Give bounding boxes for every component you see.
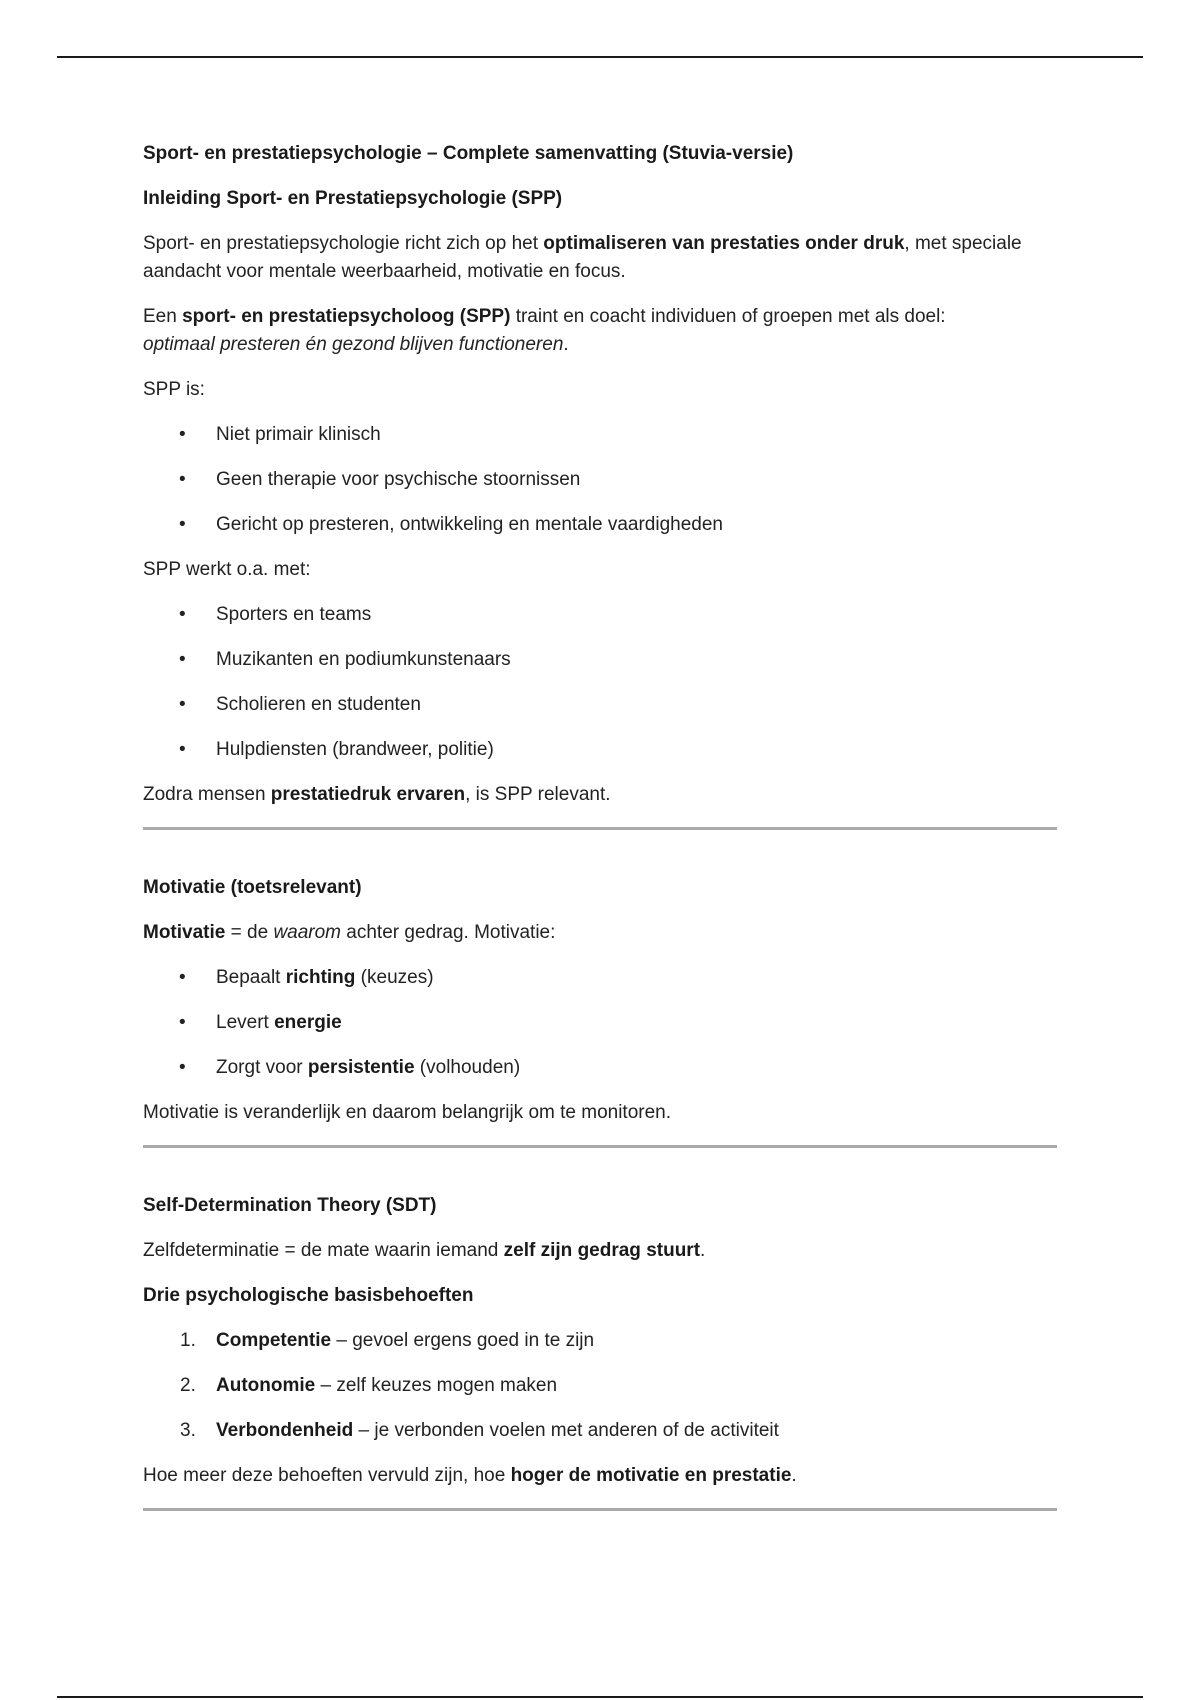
spp-is-label: SPP is: bbox=[143, 379, 205, 400]
list-item bbox=[143, 1417, 1057, 1445]
list-item-text: Muzikanten en podiumkunstenaars bbox=[216, 649, 511, 670]
footer-rule bbox=[57, 1696, 1143, 1698]
motivatie-closing: Motivatie is veranderlijk en daarom belangrijk om te monitoren. bbox=[143, 1102, 672, 1123]
list-number: 2. bbox=[180, 1375, 196, 1396]
list-item bbox=[143, 421, 1057, 449]
spp-is-list bbox=[143, 421, 1057, 539]
list-item-text: Gericht op presteren, ontwikkeling en mentale vaardigheden bbox=[216, 514, 723, 535]
list-item-text: Hulpdiensten (brandweer, politie) bbox=[216, 739, 494, 760]
section-heading-motivatie: Motivatie (toetsrelevant) bbox=[143, 877, 362, 898]
list-item-text: Geen therapie voor psychische stoornissen bbox=[216, 469, 581, 490]
list-item-text: Scholieren en studenten bbox=[216, 694, 421, 715]
text-run: , met speciale aandacht voor mentale weerbaarheid, motivatie en focus. bbox=[143, 233, 1022, 282]
bullet-icon: • bbox=[179, 469, 186, 490]
intro-closing bbox=[143, 781, 1057, 809]
text-run: – gevoel ergens goed in te zijn bbox=[331, 1330, 595, 1351]
text-run: Sport- en prestatiepsychologie richt zich op het bbox=[143, 233, 544, 254]
bold-text-run: hoger de motivatie en prestatie bbox=[510, 1465, 792, 1486]
text-run: achter gedrag. Motivatie: bbox=[341, 922, 556, 943]
text-run: Zorgt voor bbox=[216, 1057, 308, 1078]
bullet-icon: • bbox=[179, 604, 186, 625]
text-run: traint en coacht individuen of groepen met als doel: bbox=[510, 306, 946, 327]
list-item-text: Sporters en teams bbox=[216, 604, 372, 625]
document-title: Sport- en prestatiepsychologie – Complete samenvatting (Stuvia-versie) bbox=[143, 143, 794, 164]
text-run: Een bbox=[143, 306, 183, 327]
section-heading-sdt: Self-Determination Theory (SDT) bbox=[143, 1195, 437, 1216]
text-run: , is SPP relevant. bbox=[465, 784, 611, 805]
list-item bbox=[143, 1009, 1057, 1037]
list-item-text: Niet primair klinisch bbox=[216, 424, 381, 445]
sdt-definition bbox=[143, 1237, 1057, 1265]
bold-text-run: Autonomie bbox=[216, 1375, 316, 1396]
text-run: (volhouden) bbox=[414, 1057, 521, 1078]
italic-text-run: waarom bbox=[273, 922, 342, 943]
list-item bbox=[143, 646, 1057, 674]
section-heading-intro: Inleiding Sport- en Prestatiepsychologie (SPP) bbox=[143, 188, 563, 209]
bullet-icon: • bbox=[179, 514, 186, 535]
text-run: . bbox=[791, 1465, 797, 1486]
intro-paragraph-2 bbox=[143, 303, 1057, 359]
bullet-icon: • bbox=[179, 967, 186, 988]
text-run: Bepaalt bbox=[216, 967, 286, 988]
motivatie-list bbox=[143, 964, 1057, 1082]
list-item bbox=[143, 964, 1057, 992]
text-run: (keuzes) bbox=[355, 967, 434, 988]
list-item bbox=[143, 736, 1057, 764]
list-item bbox=[143, 691, 1057, 719]
bold-text-run: energie bbox=[274, 1012, 342, 1033]
section-divider bbox=[143, 827, 1057, 830]
bold-text-run: persistentie bbox=[307, 1057, 415, 1078]
list-number: 3. bbox=[180, 1420, 196, 1441]
section-divider bbox=[143, 1508, 1057, 1511]
text-run: Levert bbox=[216, 1012, 275, 1033]
sdt-closing bbox=[143, 1462, 1057, 1490]
bold-text-run: Competentie bbox=[216, 1330, 332, 1351]
list-item bbox=[143, 1054, 1057, 1082]
bold-text-run: Verbondenheid bbox=[216, 1420, 354, 1441]
bullet-icon: • bbox=[179, 694, 186, 715]
list-item bbox=[143, 1327, 1057, 1355]
bold-text-run: Motivatie bbox=[143, 922, 226, 943]
document-body bbox=[143, 140, 1057, 1555]
text-run: . bbox=[700, 1240, 706, 1261]
bullet-icon: • bbox=[179, 424, 186, 445]
bullet-icon: • bbox=[179, 1057, 186, 1078]
text-run: = de bbox=[225, 922, 274, 943]
header-rule bbox=[57, 56, 1143, 58]
list-item bbox=[143, 601, 1057, 629]
text-run: – je verbonden voelen met anderen of de activiteit bbox=[353, 1420, 779, 1441]
section-divider bbox=[143, 1145, 1057, 1148]
text-run: . bbox=[563, 334, 569, 355]
bullet-icon: • bbox=[179, 649, 186, 670]
bold-text-run: sport- en prestatiepsycholoog (SPP) bbox=[182, 306, 511, 327]
list-number: 1. bbox=[180, 1330, 196, 1351]
bullet-icon: • bbox=[179, 739, 186, 760]
basic-needs-list bbox=[143, 1327, 1057, 1445]
spp-works-list bbox=[143, 601, 1057, 764]
list-item bbox=[143, 1372, 1057, 1400]
bullet-icon: • bbox=[179, 1012, 186, 1033]
bold-text-run: richting bbox=[285, 967, 356, 988]
intro-paragraph-1 bbox=[143, 230, 1057, 286]
list-item bbox=[143, 511, 1057, 539]
text-run: Hoe meer deze behoeften vervuld zijn, hoe bbox=[143, 1465, 511, 1486]
spp-works-label: SPP werkt o.a. met: bbox=[143, 559, 311, 580]
motivatie-definition bbox=[143, 919, 1057, 947]
italic-text-run: optimaal presteren én gezond blijven functioneren bbox=[143, 334, 564, 355]
text-run: Zelfdeterminatie = de mate waarin iemand bbox=[143, 1240, 504, 1261]
bold-text-run: prestatiedruk ervaren bbox=[270, 784, 466, 805]
sdt-sub-heading: Drie psychologische basisbehoeften bbox=[143, 1285, 474, 1306]
bold-text-run: zelf zijn gedrag stuurt bbox=[503, 1240, 701, 1261]
bold-text-run: optimaliseren van prestaties onder druk bbox=[543, 233, 905, 254]
text-run: Zodra mensen bbox=[143, 784, 271, 805]
list-item bbox=[143, 466, 1057, 494]
text-run: – zelf keuzes mogen maken bbox=[315, 1375, 558, 1396]
